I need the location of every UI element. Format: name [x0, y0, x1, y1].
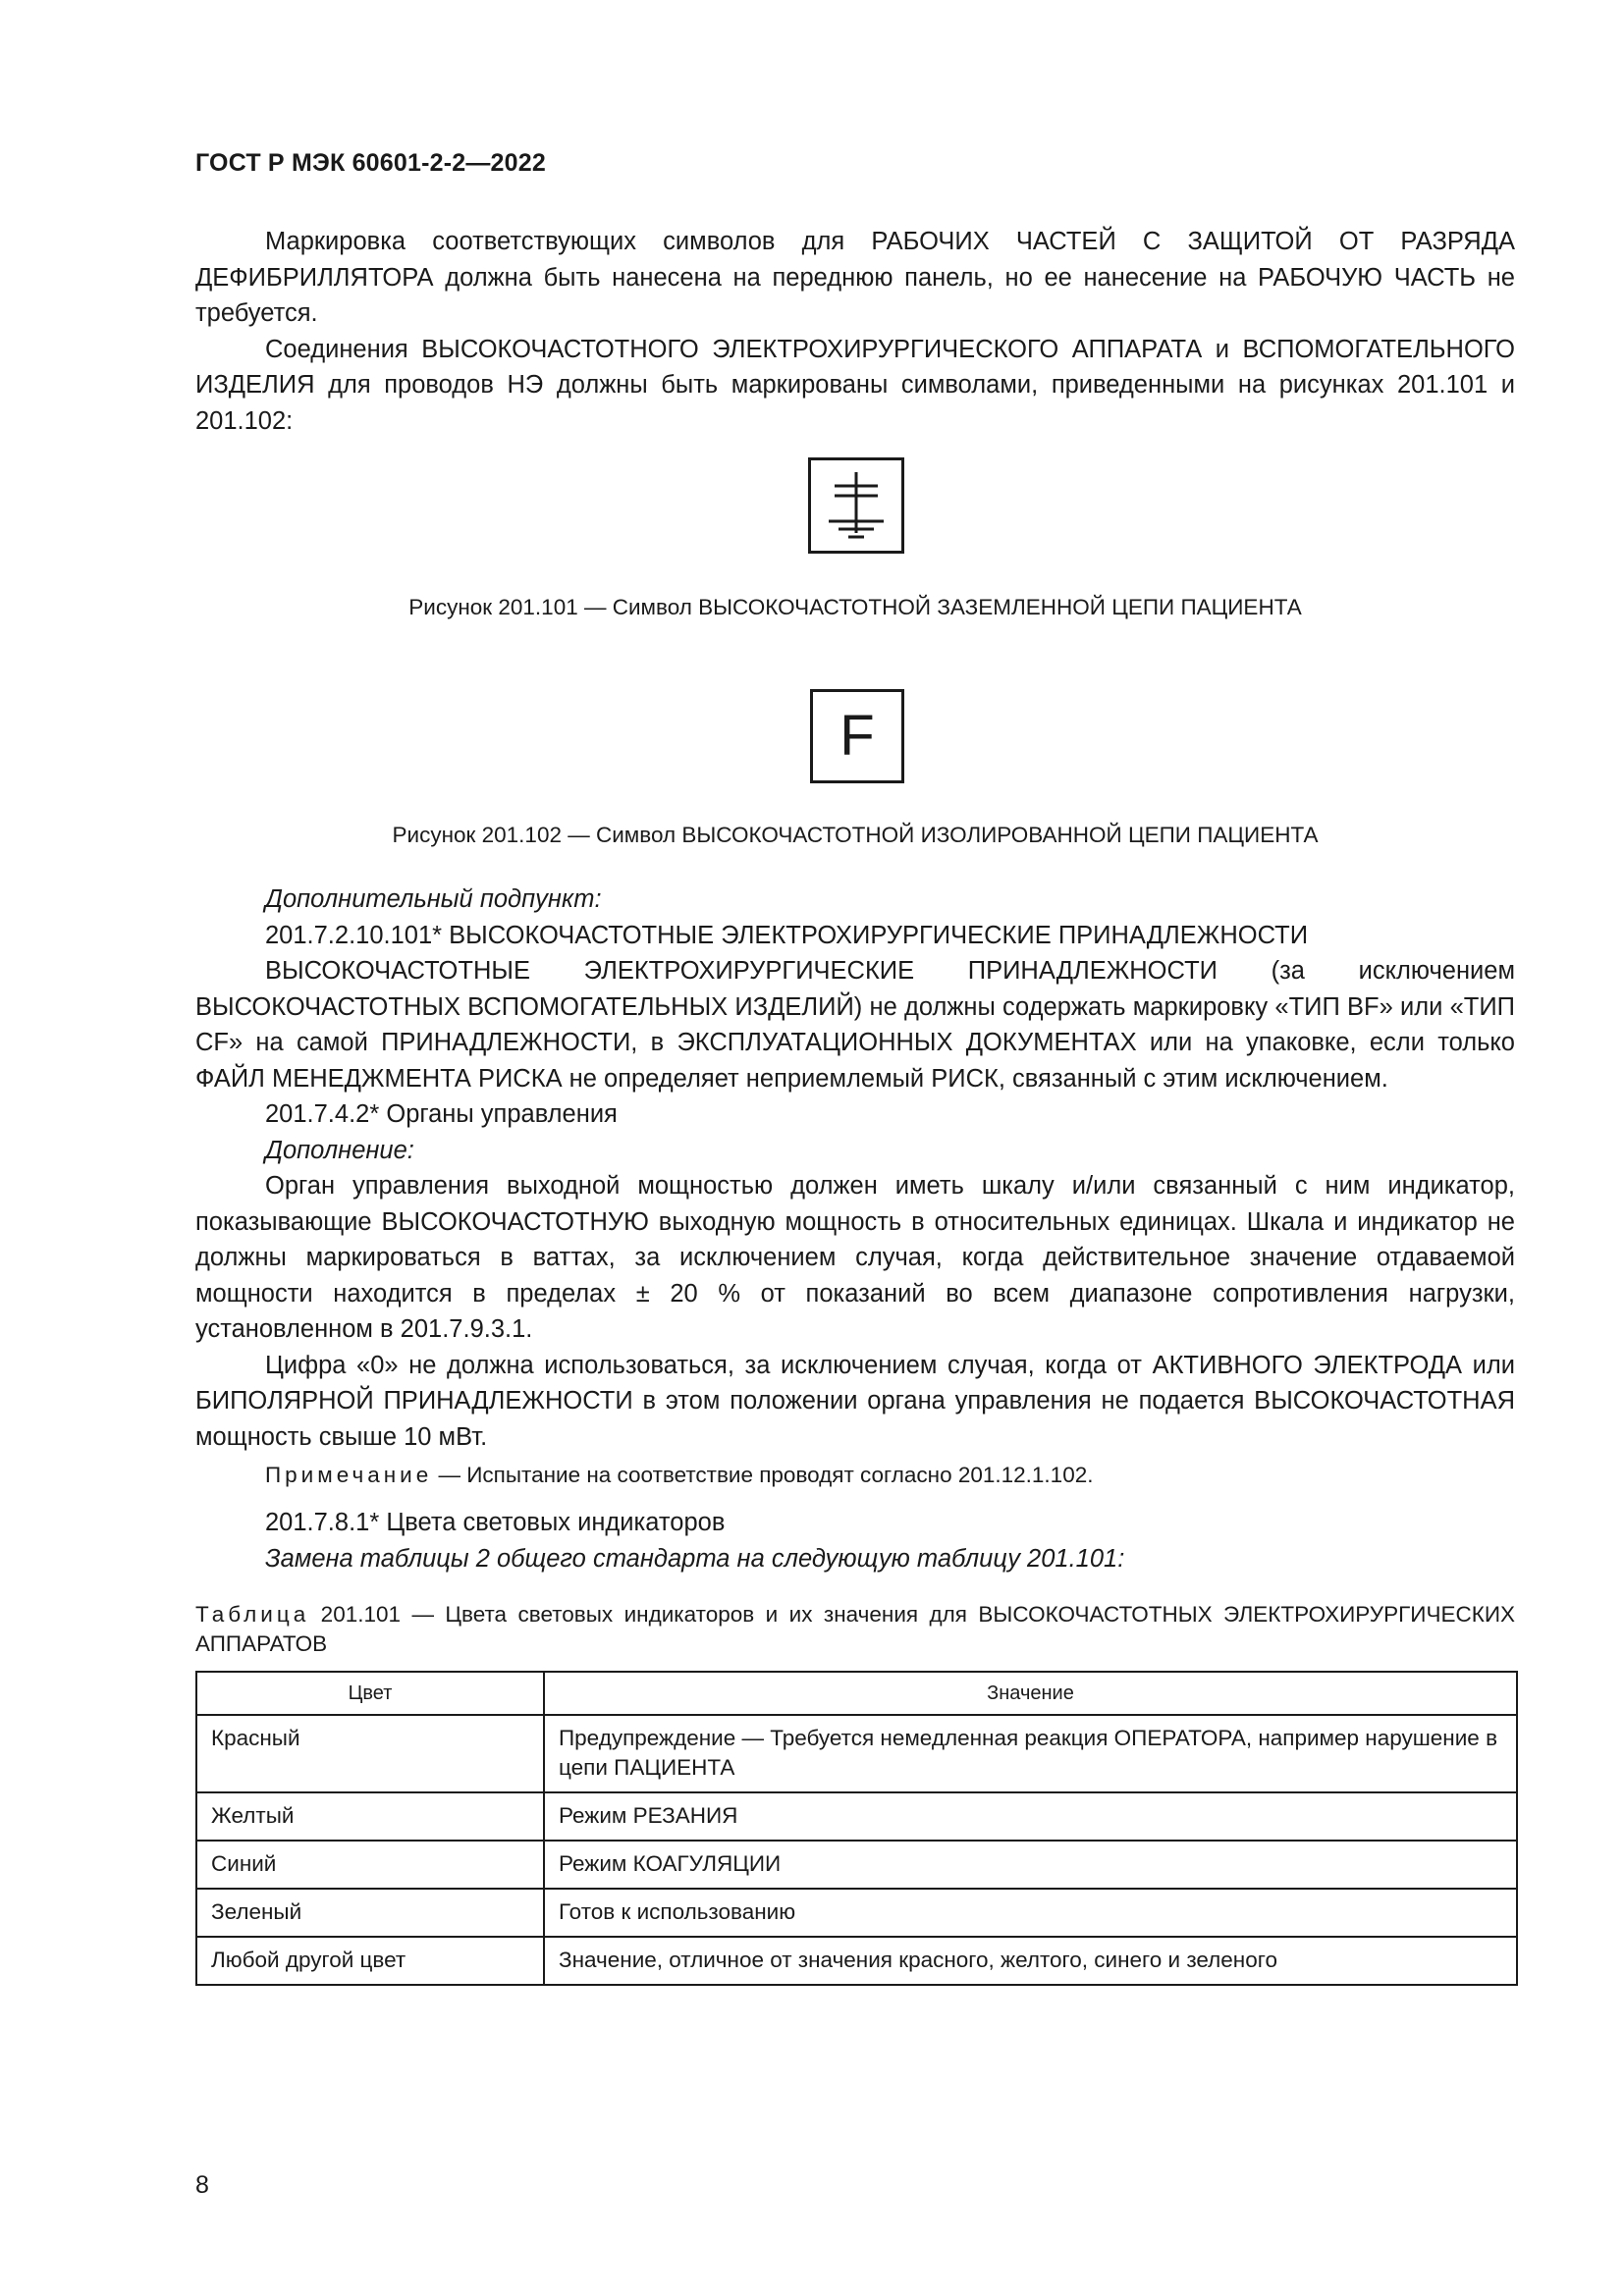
cell-meaning: Значение, отличное от значения красного, желтого, синего и зеленого	[544, 1937, 1517, 1985]
table-row	[196, 1715, 1517, 1792]
table-row	[196, 1841, 1517, 1889]
intro-text	[195, 224, 1515, 439]
clause-title: 201.7.2.10.101* ВЫСОКОЧАСТОТНЫЕ ЭЛЕКТРОХИРУРГИЧЕСКИЕ ПРИНАДЛЕЖНОСТИ	[265, 921, 1309, 949]
figure1-caption: Рисунок 201.101 — Символ ВЫСОКОЧАСТОТНОЙ ЗАЗЕМЛЕННОЙ ЦЕПИ ПАЦИЕНТА	[408, 595, 1302, 619]
hf-isolated-patient-circuit-icon	[810, 689, 904, 783]
cell-meaning: Режим КОАГУЛЯЦИИ	[544, 1841, 1517, 1889]
section2-text	[195, 1505, 1515, 1576]
clause-text: ВЫСОКОЧАСТОТНЫЕ ЭЛЕКТРОХИРУРГИЧЕСКИЕ ПРИНАДЛЕЖНОСТИ (за исключением ВЫСОКОЧАСТОТНЫХ ВСПОМОГАТЕЛЬНЫХ ИЗДЕЛИЙ) не должны содержать маркировку «ТИП BF» или «ТИП CF» на самой ПРИНАДЛЕЖНОСТИ, в ЭКСПЛУАТАЦИОННЫХ ДОКУМЕНТАХ или на упаковке, если только ФАЙЛ МЕНЕДЖМЕНТА РИСКА не определяет неприемлемый РИСК, связанный с этим исключением.	[195, 957, 1515, 1093]
controls-text-2: Цифра «0» не должна использоваться, за исключением случая, когда от АКТИВНОГО ЭЛЕКТРОДА или БИПОЛЯРНОЙ ПРИНАДЛЕЖНОСТИ в этом положении органа управления не подается ВЫСОКОЧАСТОТНАЯ мощность свыше 10 мВт.	[195, 1351, 1515, 1451]
clauses-text	[195, 881, 1515, 1455]
section2-replace-text: Замена таблицы 2 общего стандарта на следующую таблицу 201.101:	[265, 1544, 1125, 1573]
table-caption-label: Таблица	[195, 1602, 310, 1627]
hf-earthed-patient-circuit-icon	[808, 457, 904, 554]
header-color: Цвет	[196, 1672, 544, 1715]
indicator-colors-table	[195, 1671, 1518, 1986]
cell-color: Красный	[196, 1715, 544, 1792]
table-row	[196, 1937, 1517, 1985]
table-row	[196, 1792, 1517, 1841]
cell-color: Синий	[196, 1841, 544, 1889]
figure2-caption: Рисунок 201.102 — Символ ВЫСОКОЧАСТОТНОЙ ИЗОЛИРОВАННОЙ ЦЕПИ ПАЦИЕНТА	[392, 823, 1319, 847]
note	[265, 1463, 1093, 1488]
paragraph-marking: Маркировка соответствующих символов для РАБОЧИХ ЧАСТЕЙ С ЗАЩИТОЙ ОТ РАЗРЯДА ДЕФИБРИЛЛЯТОРА должна быть нанесена на переднюю панель, но ее нанесение на РАБОЧУЮ ЧАСТЬ не требуется.	[195, 228, 1515, 327]
table-caption	[195, 1600, 1515, 1659]
cell-color: Любой другой цвет	[196, 1937, 544, 1985]
additional-subclause-label: Дополнительный подпункт:	[265, 885, 602, 913]
note-text: — Испытание на соответствие проводят согласно 201.12.1.102.	[432, 1463, 1094, 1487]
controls-title: 201.7.4.2* Органы управления	[265, 1100, 618, 1128]
cell-meaning: Предупреждение — Требуется немедленная реакция ОПЕРАТОРА, например нарушение в цепи ПАЦИЕНТА	[544, 1715, 1517, 1792]
paragraph-connections: Соединения ВЫСОКОЧАСТОТНОГО ЭЛЕКТРОХИРУРГИЧЕСКОГО АППАРАТА и ВСПОМОГАТЕЛЬНОГО ИЗДЕЛИЯ для проводов НЭ должны быть маркированы символами, приведенными на рисунках 201.101 и 201.102:	[195, 335, 1515, 435]
table-caption-text: 201.101 — Цвета световых индикаторов и их значения для ВЫСОКОЧАСТОТНЫХ ЭЛЕКТРОХИРУРГИЧЕСКИХ АППАРАТОВ	[195, 1602, 1515, 1656]
section2-title: 201.7.8.1* Цвета световых индикаторов	[265, 1509, 726, 1536]
cell-color: Зеленый	[196, 1889, 544, 1937]
note-label: Примечание	[265, 1463, 433, 1487]
cell-color: Желтый	[196, 1792, 544, 1841]
header-meaning: Значение	[544, 1672, 1517, 1715]
supplement-label: Дополнение:	[265, 1136, 414, 1164]
document-header: ГОСТ Р МЭК 60601-2-2—2022	[195, 149, 546, 177]
table-row	[196, 1889, 1517, 1937]
symbol-letter: F	[839, 704, 875, 768]
table-header-row	[196, 1672, 1517, 1715]
controls-text-1: Орган управления выходной мощностью должен иметь шкалу и/или связанный с ним индикатор, показывающие ВЫСОКОЧАСТОТНУЮ выходную мощность в относительных единицах. Шкала и индикатор не должны маркироваться в ваттах, за исключением случая, когда действительное значение отдаваемой мощности находится в пределах ± 20 % от показаний во всем диапазоне сопротивления нагрузки, установленном в 201.7.9.3.1.	[195, 1172, 1515, 1343]
cell-meaning: Готов к использованию	[544, 1889, 1517, 1937]
cell-meaning: Режим РЕЗАНИЯ	[544, 1792, 1517, 1841]
page-number: 8	[195, 2171, 209, 2199]
